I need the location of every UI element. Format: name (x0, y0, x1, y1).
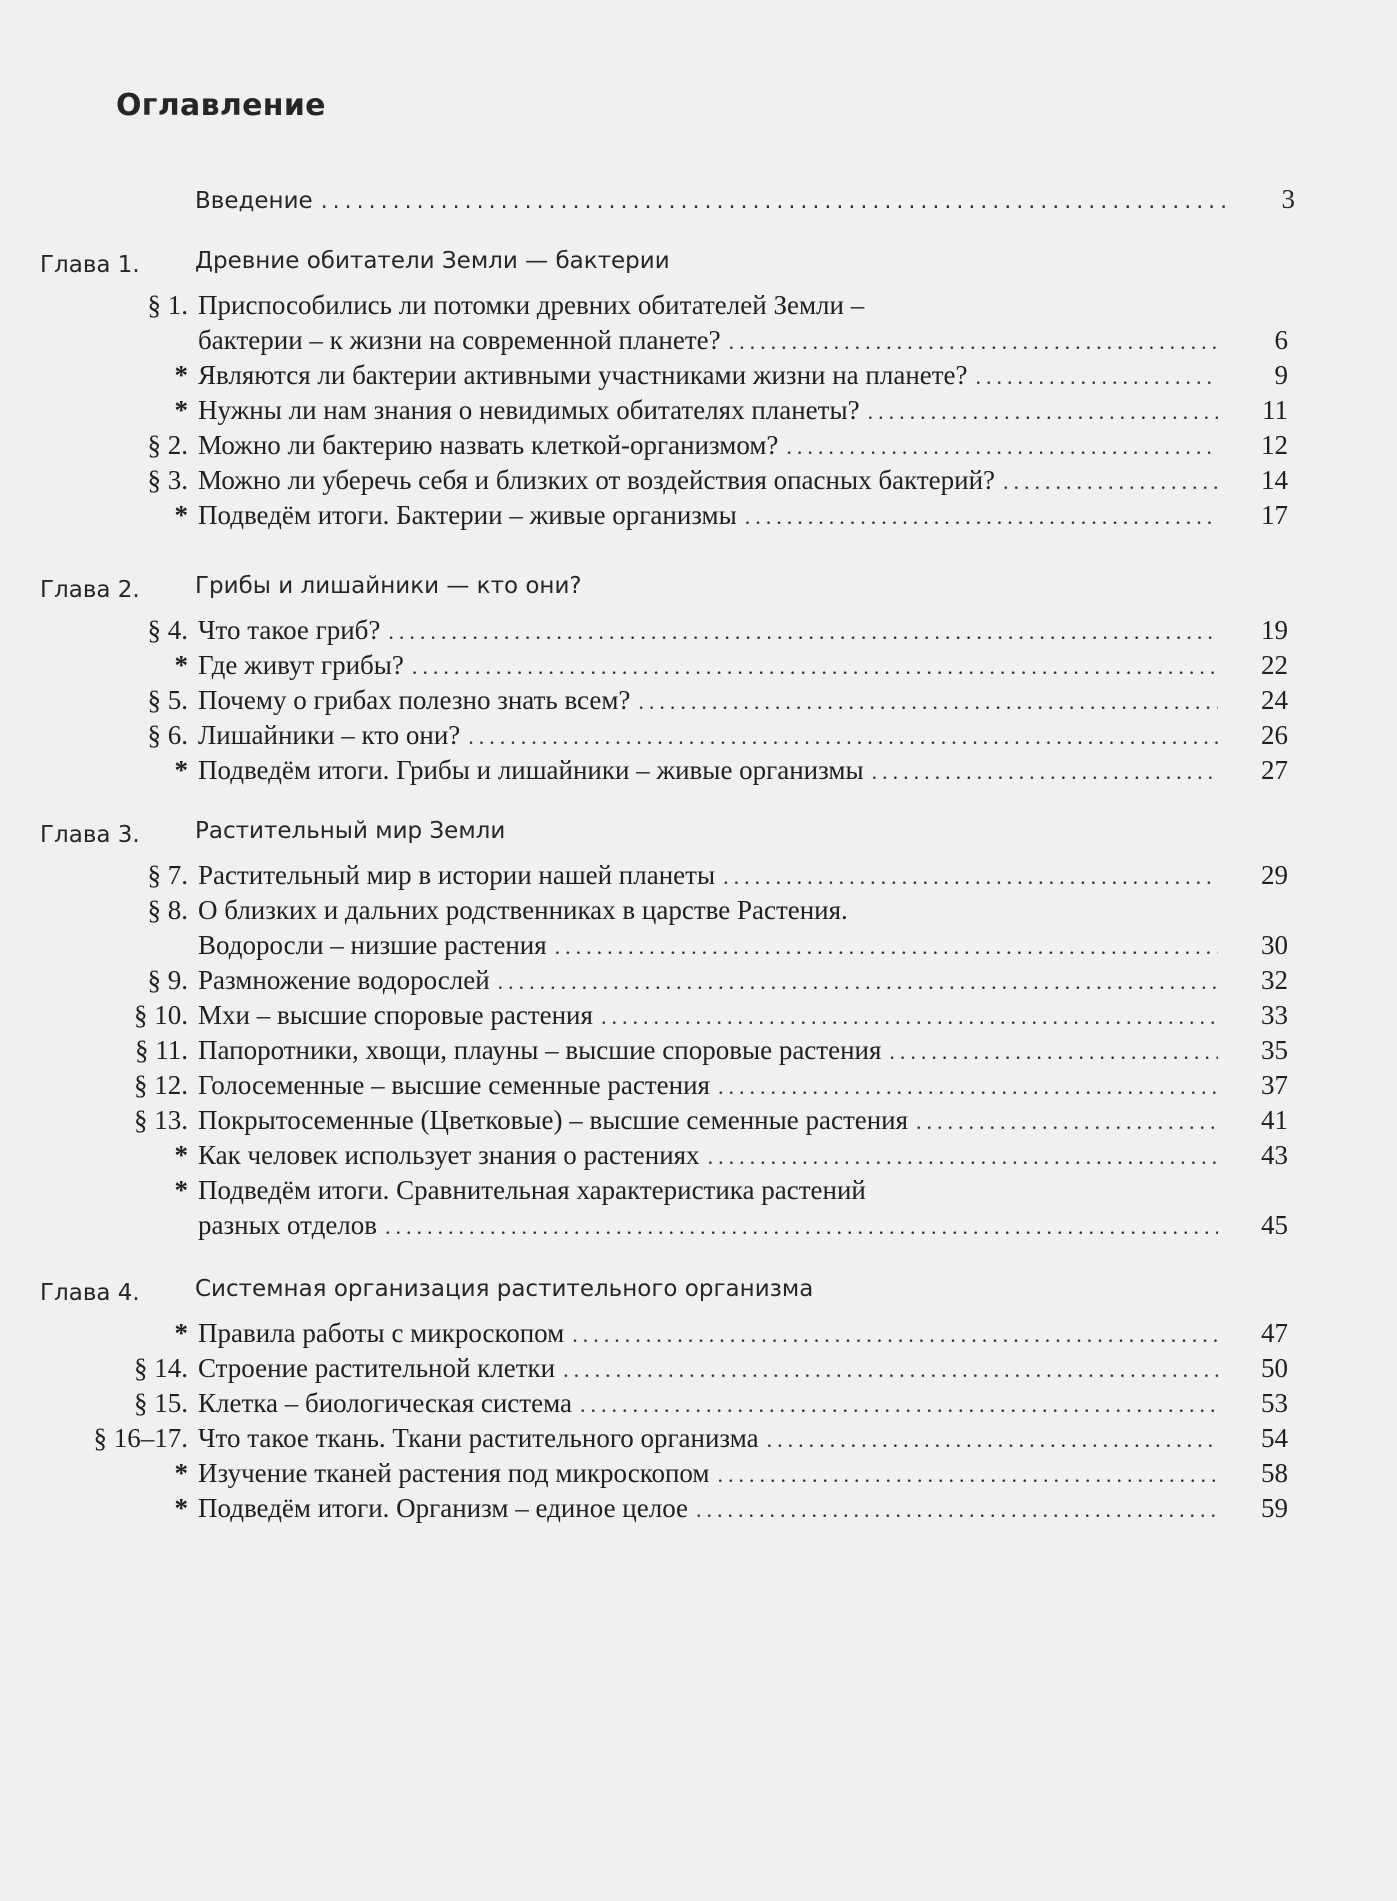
leader-dots (976, 359, 1218, 394)
entry-text: Мхи – высшие споровые растения (198, 1000, 593, 1030)
chapter-label: Глава 2. (40, 577, 140, 603)
leader-dots (786, 429, 1218, 464)
page-number: 41 (1261, 1105, 1288, 1135)
page-number: 12 (1261, 430, 1288, 460)
entry-text: Правила работы с микроскопом (198, 1318, 565, 1348)
entry-text: Где живут грибы? (198, 650, 404, 680)
toc-entry[interactable] (0, 1456, 1397, 1491)
entry-text: Что такое гриб? (198, 615, 381, 645)
entry-text: Подведём итоги. Грибы и лишайники – живые организмы (198, 755, 864, 785)
entry-text: Подведём итоги. Бактерии – живые организмы (198, 500, 737, 530)
chapter-heading[interactable] (0, 248, 1397, 284)
leader-dots (638, 684, 1218, 719)
page-number: 47 (1261, 1318, 1288, 1348)
entry-text: разных отделов (198, 1210, 378, 1240)
entry-text: Приспособились ли потомки древних обитателей Земли – (198, 290, 865, 320)
page-number: 26 (1261, 720, 1288, 750)
section-marker: § 4. (147, 615, 188, 645)
toc-entry[interactable] (0, 718, 1397, 753)
page-number: 53 (1261, 1388, 1288, 1418)
toc-entry[interactable] (0, 498, 1397, 533)
page-number: 19 (1261, 615, 1288, 645)
section-marker: § 5. (147, 685, 188, 715)
toc-entry[interactable] (0, 858, 1397, 893)
leader-dots (1003, 464, 1218, 499)
page-number: 50 (1261, 1353, 1288, 1383)
page-number: 33 (1261, 1000, 1288, 1030)
entry-text: Папоротники, хвощи, плауны – высшие споровые растения (198, 1035, 882, 1065)
section-marker: § 8. (147, 895, 188, 925)
toc-entry[interactable] (0, 288, 1397, 358)
entry-list (0, 288, 1397, 533)
asterisk-marker: * (174, 755, 188, 785)
leader-dots (498, 964, 1218, 999)
asterisk-marker: * (174, 500, 188, 530)
leader-dots (729, 324, 1218, 359)
entry-text: Строение растительной клетки (198, 1353, 556, 1383)
chapter-label: Глава 1. (40, 252, 140, 278)
asterisk-marker: * (174, 1458, 188, 1488)
toc-entry[interactable] (0, 683, 1397, 718)
asterisk-marker: * (174, 360, 188, 390)
section-marker: § 14. (134, 1353, 188, 1383)
leader-dots (572, 1317, 1218, 1352)
leader-dots (563, 1352, 1218, 1387)
leader-dots (889, 1034, 1218, 1069)
toc-entry[interactable] (0, 428, 1397, 463)
toc-entry[interactable] (0, 893, 1397, 963)
section-marker: § 13. (134, 1105, 188, 1135)
chapter-heading[interactable] (0, 818, 1397, 854)
section-marker: § 3. (147, 465, 188, 495)
section-marker: § 9. (147, 965, 188, 995)
chapter-title: Древние обитатели Земли — бактерии (195, 248, 670, 274)
page-number: 6 (1274, 325, 1288, 355)
chapter-label: Глава 3. (40, 822, 140, 848)
entry-text: Являются ли бактерии активными участниками жизни на планете? (198, 360, 968, 390)
entry-text: Покрытосеменные (Цветковые) – высшие семенные растения (198, 1105, 909, 1135)
page-number: 43 (1261, 1140, 1288, 1170)
chapter-title: Грибы и лишайники — кто они? (195, 573, 582, 599)
leader-dots (696, 1492, 1218, 1527)
chapter-3 (0, 818, 1397, 1243)
toc-entry[interactable] (0, 648, 1397, 683)
leader-dots (580, 1387, 1218, 1422)
entry-text: О близких и дальних родственниках в царстве Растения. (198, 895, 848, 925)
section-marker: § 6. (147, 720, 188, 750)
toc-entry[interactable] (0, 1491, 1397, 1526)
toc-entry[interactable] (0, 1173, 1397, 1243)
entry-list (0, 858, 1397, 1243)
entry-text: Водоросли – низшие растения (198, 930, 547, 960)
toc-entry[interactable] (0, 1351, 1397, 1386)
leader-dots (767, 1422, 1218, 1457)
section-marker: § 15. (134, 1388, 188, 1418)
toc-entry[interactable] (0, 463, 1397, 498)
toc-entry[interactable] (0, 393, 1397, 428)
entry-text: Подведём итоги. Сравнительная характеристика растений (198, 1175, 866, 1205)
page-number: 24 (1261, 685, 1288, 715)
page-number: 17 (1261, 500, 1288, 530)
entry-list (0, 1316, 1397, 1526)
entry-text: Как человек использует знания о растениях (198, 1140, 700, 1170)
entry-text: Можно ли уберечь себя и близких от воздействия опасных бактерий? (198, 465, 996, 495)
leader-dots (385, 1209, 1218, 1244)
chapter-title: Системная организация растительного организма (195, 1276, 814, 1302)
leader-dots (868, 394, 1218, 429)
page-number: 58 (1261, 1458, 1288, 1488)
asterisk-marker: * (174, 1175, 188, 1205)
entry-text: Почему о грибах полезно знать всем? (198, 685, 631, 715)
entry-text: Растительный мир в истории нашей планеты (198, 860, 716, 890)
toc-entry[interactable] (0, 1421, 1397, 1456)
chapter-heading[interactable] (0, 1276, 1397, 1312)
page-number: 9 (1274, 360, 1288, 390)
page-number: 11 (1262, 395, 1288, 425)
chapter-2 (0, 573, 1397, 788)
section-marker: § 11. (135, 1035, 188, 1065)
page-number: 30 (1261, 930, 1288, 960)
page-number: 59 (1261, 1493, 1288, 1523)
page-number: 54 (1261, 1423, 1288, 1453)
toc-entry-intro[interactable] (195, 184, 1295, 215)
leader-dots (717, 1457, 1218, 1492)
entry-text: Что такое ткань. Ткани растительного организма (198, 1423, 759, 1453)
entry-text: Клетка – биологическая система (198, 1388, 572, 1418)
leader-dots (708, 1139, 1218, 1174)
entry-text: Размножение водорослей (198, 965, 490, 995)
asterisk-marker: * (174, 1318, 188, 1348)
toc-entry[interactable] (0, 1386, 1397, 1421)
section-marker: § 12. (134, 1070, 188, 1100)
chapter-label: Глава 4. (40, 1280, 140, 1306)
section-marker: § 7. (147, 860, 188, 890)
page-number: 29 (1261, 860, 1288, 890)
leader-dots (412, 649, 1218, 684)
leader-dots (321, 189, 1225, 214)
leader-dots (723, 859, 1218, 894)
page-title: Оглавление (116, 88, 326, 123)
entry-text: бактерии – к жизни на современной планете? (198, 325, 721, 355)
leader-dots (555, 929, 1218, 964)
toc-entry[interactable] (0, 613, 1397, 648)
page-number: 35 (1261, 1035, 1288, 1065)
toc-entry[interactable] (0, 963, 1397, 998)
toc-entry[interactable] (0, 1316, 1397, 1351)
section-marker: § 1. (147, 290, 188, 320)
leader-dots (718, 1069, 1218, 1104)
toc-entry[interactable] (0, 998, 1397, 1033)
toc-entry[interactable] (0, 753, 1397, 788)
toc-entry[interactable] (0, 1103, 1397, 1138)
page-number: 27 (1261, 755, 1288, 785)
entry-list (0, 613, 1397, 788)
chapter-title: Растительный мир Земли (195, 818, 506, 844)
leader-dots (601, 999, 1218, 1034)
page-number: 37 (1261, 1070, 1288, 1100)
asterisk-marker: * (174, 1140, 188, 1170)
entry-text: Можно ли бактерию назвать клеткой-организмом? (198, 430, 779, 460)
leader-dots (468, 719, 1218, 754)
entry-text: Нужны ли нам знания о невидимых обитателях планеты? (198, 395, 860, 425)
asterisk-marker: * (174, 1493, 188, 1523)
toc-entry[interactable] (0, 1033, 1397, 1068)
chapter-4 (0, 1276, 1397, 1526)
leader-dots (745, 499, 1218, 534)
chapter-heading[interactable] (0, 573, 1397, 609)
toc-entry[interactable] (0, 1068, 1397, 1103)
section-marker: § 2. (147, 430, 188, 460)
entry-text: Подведём итоги. Организм – единое целое (198, 1493, 689, 1523)
entry-text: Лишайники – кто они? (198, 720, 461, 750)
leader-dots (916, 1104, 1218, 1139)
toc-entry[interactable] (0, 1138, 1397, 1173)
page-number: 14 (1261, 465, 1288, 495)
leader-dots (872, 754, 1218, 789)
page-number: 3 (1281, 184, 1295, 214)
page-number: 45 (1261, 1210, 1288, 1240)
entry-text: Введение (195, 188, 313, 214)
leader-dots (388, 614, 1218, 649)
toc-entry[interactable] (0, 358, 1397, 393)
asterisk-marker: * (174, 395, 188, 425)
chapter-1 (0, 248, 1397, 533)
section-marker: § 10. (134, 1000, 188, 1030)
section-marker: § 16–17. (93, 1423, 188, 1453)
entry-text: Изучение тканей растения под микроскопом (198, 1458, 710, 1488)
entry-text: Голосеменные – высшие семенные растения (198, 1070, 710, 1100)
page-number: 22 (1261, 650, 1288, 680)
asterisk-marker: * (174, 650, 188, 680)
page-number: 32 (1261, 965, 1288, 995)
